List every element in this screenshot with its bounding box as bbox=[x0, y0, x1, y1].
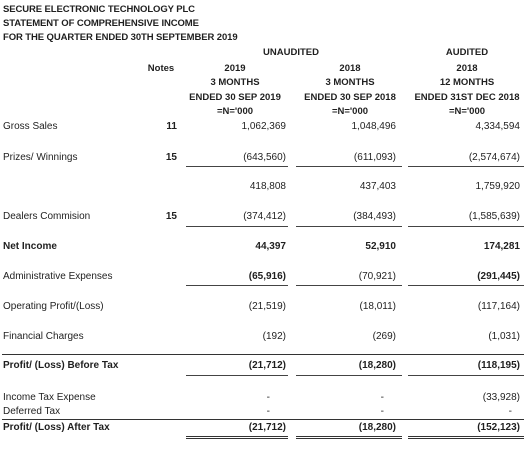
underline bbox=[186, 226, 288, 227]
value-2019: (374,412) bbox=[243, 211, 286, 222]
value-2018-fy: (2,574,674) bbox=[468, 152, 520, 163]
value-2018-fy: (33,928) bbox=[482, 392, 520, 403]
col3-months: 12 MONTHS bbox=[439, 77, 495, 88]
value-2018-fy: - bbox=[508, 406, 512, 417]
row-label: Administrative Expenses bbox=[3, 271, 113, 282]
underline bbox=[408, 375, 524, 376]
underline bbox=[296, 226, 402, 227]
value-2018-q: 1,048,496 bbox=[351, 121, 396, 132]
col3-currency: =N='000 bbox=[448, 106, 486, 117]
row-label: Profit/ (Loss) After Tax bbox=[3, 422, 110, 433]
col1-year: 2019 bbox=[224, 63, 246, 74]
value-2018-q: - bbox=[380, 406, 384, 417]
statement-title: STATEMENT OF COMPREHENSIVE INCOME bbox=[3, 18, 199, 29]
value-2019: - bbox=[266, 406, 270, 417]
value-2018-q: (611,093) bbox=[353, 152, 396, 163]
row-label: Prizes/ Winnings bbox=[3, 152, 78, 163]
row-note: 15 bbox=[165, 211, 177, 222]
value-2018-q: (18,011) bbox=[359, 301, 396, 312]
value-2018-fy: (152,123) bbox=[477, 422, 520, 433]
double-underline bbox=[296, 436, 402, 439]
value-2019: (65,916) bbox=[248, 271, 286, 282]
col1-months: 3 MONTHS bbox=[210, 77, 260, 88]
col2-ended: ENDED 30 SEP 2018 bbox=[304, 92, 396, 103]
double-underline bbox=[186, 436, 288, 439]
underline bbox=[296, 285, 402, 286]
underline bbox=[408, 226, 524, 227]
underline bbox=[296, 166, 402, 167]
value-2018-q: (18,280) bbox=[358, 360, 396, 371]
notes-heading: Notes bbox=[147, 63, 175, 74]
value-2019: (21,712) bbox=[248, 422, 286, 433]
value-2018-q: (269) bbox=[372, 331, 396, 342]
value-2018-q: 52,910 bbox=[365, 241, 396, 252]
col1-ended: ENDED 30 SEP 2019 bbox=[189, 92, 281, 103]
audited-heading: AUDITED bbox=[445, 47, 489, 58]
underline bbox=[296, 375, 402, 376]
value-2019: (21,519) bbox=[248, 301, 286, 312]
value-2019: 44,397 bbox=[255, 241, 286, 252]
value-2018-q: - bbox=[380, 392, 384, 403]
row-label: Dealers Commision bbox=[3, 211, 91, 222]
underline bbox=[408, 285, 524, 286]
col1-currency: =N='000 bbox=[216, 106, 254, 117]
value-2018-fy: (117,164) bbox=[477, 301, 520, 312]
double-underline bbox=[408, 436, 524, 439]
row-label: Operating Profit/(Loss) bbox=[3, 301, 104, 312]
value-2018-q: (384,493) bbox=[353, 211, 396, 222]
value-2018-fy: 4,334,594 bbox=[475, 121, 520, 132]
value-2018-fy: (1,585,639) bbox=[468, 211, 520, 222]
col3-year: 2018 bbox=[456, 63, 478, 74]
row-note: 15 bbox=[165, 152, 177, 163]
row-label: Income Tax Expense bbox=[3, 392, 96, 403]
underline bbox=[408, 166, 524, 167]
value-2019: 418,808 bbox=[249, 181, 286, 192]
underline bbox=[186, 375, 288, 376]
value-2018-fy: (1,031) bbox=[488, 331, 520, 342]
row-label: Deferred Tax bbox=[3, 406, 61, 417]
underline bbox=[186, 285, 288, 286]
col2-months: 3 MONTHS bbox=[325, 77, 375, 88]
row-label: Profit/ (Loss) Before Tax bbox=[3, 360, 119, 371]
value-2018-q: 437,403 bbox=[359, 181, 396, 192]
underline bbox=[186, 166, 288, 167]
period-title: FOR THE QUARTER ENDED 30TH SEPTEMBER 2019 bbox=[3, 32, 238, 43]
row-note: 11 bbox=[166, 121, 177, 132]
value-2018-q: (18,280) bbox=[358, 422, 396, 433]
value-2018-q: (70,921) bbox=[358, 271, 396, 282]
value-2018-fy: (118,195) bbox=[477, 360, 520, 371]
value-2018-fy: 1,759,920 bbox=[475, 181, 520, 192]
col3-ended: ENDED 31ST DEC 2018 bbox=[414, 92, 520, 103]
value-2019: (192) bbox=[262, 331, 286, 342]
col2-currency: =N='000 bbox=[331, 106, 369, 117]
company-name: SECURE ELECTRONIC TECHNOLOGY PLC bbox=[3, 4, 195, 15]
value-2019: 1,062,369 bbox=[241, 121, 286, 132]
value-2019: (21,712) bbox=[248, 360, 286, 371]
value-2018-fy: 174,281 bbox=[483, 241, 520, 252]
unaudited-heading: UNAUDITED bbox=[263, 47, 319, 58]
value-2019: - bbox=[266, 392, 270, 403]
value-2019: (643,560) bbox=[243, 152, 286, 163]
divider-line bbox=[2, 354, 524, 355]
col2-year: 2018 bbox=[339, 63, 361, 74]
divider-line bbox=[2, 419, 524, 420]
value-2018-fy: (291,445) bbox=[477, 271, 520, 282]
row-label: Net Income bbox=[3, 241, 57, 252]
row-label: Financial Charges bbox=[3, 331, 84, 342]
row-label: Gross Sales bbox=[3, 121, 58, 132]
